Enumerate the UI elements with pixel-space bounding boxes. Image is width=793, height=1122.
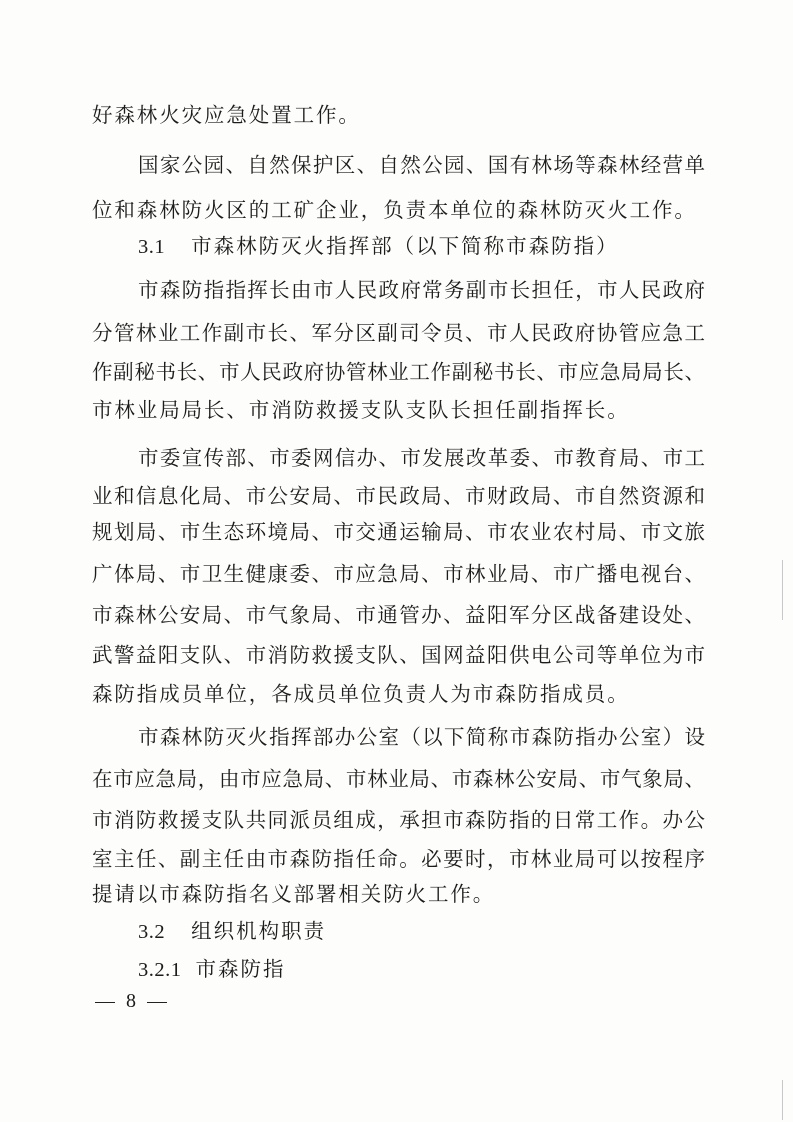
text-line: 市森林公安局、市气象局、市通管办、益阳军分区战备建设处、 (92, 603, 705, 627)
text-line: 市林业局局长、市消防救援支队支队长担任副指挥长。 (92, 398, 630, 422)
heading-text: 组织机构职责 (191, 919, 327, 943)
text-line: 好森林火灾应急处置工作。 (92, 103, 361, 127)
page-number (95, 987, 167, 1015)
section-heading-3-2 (138, 917, 326, 946)
section-heading-3-2-1 (138, 955, 286, 984)
section-heading-3-1 (138, 232, 619, 261)
page-number-dash-right (147, 1002, 167, 1003)
text-line: 业和信息化局、市公安局、市民政局、市财政局、市自然资源和 (92, 484, 705, 508)
page-number-dash-left (95, 1002, 115, 1003)
text-line: 市消防救援支队共同派员组成，承担市森防指的日常工作。办公 (92, 808, 705, 832)
text-line: 提请以市森防指名义部署相关防火工作。 (92, 882, 496, 906)
text-line: 广体局、市卫生健康委、市应急局、市林业局、市广播电视台、 (92, 562, 705, 586)
text-line: 位和森林防火区的工矿企业，负责本单位的森林防灭火工作。 (92, 198, 697, 222)
text-line: 市委宣传部、市委网信办、市发展改革委、市教育局、市工 (138, 446, 705, 470)
text-line: 武警益阳支队、市消防救援支队、国网益阳供电公司等单位为市 (92, 643, 705, 667)
heading-text: 市森林防灭火指挥部（以下简称市森防指） (191, 234, 619, 258)
text-line: 在市应急局，由市应急局、市林业局、市森林公安局、市气象局、 (92, 767, 705, 791)
text-line: 森防指成员单位，各成员单位负责人为市森防指成员。 (92, 682, 630, 706)
heading-number: 3.2.1 (138, 959, 182, 981)
text-line: 规划局、市生态环境局、市交通运输局、市农业农村局、市文旅 (92, 520, 705, 544)
text-line: 市森防指指挥长由市人民政府常务副市长担任，市人民政府 (138, 278, 705, 302)
heading-number: 3.1 (138, 236, 166, 258)
page-number-value: 8 (126, 990, 136, 1012)
text-line: 市森林防灭火指挥部办公室（以下简称市森防指办公室）设 (138, 725, 705, 749)
text-line: 国家公园、自然保护区、自然公园、国有林场等森林经营单 (138, 153, 705, 177)
text-line: 室主任、副主任由市森防指任命。必要时，市林业局可以按程序 (92, 847, 705, 871)
scan-edge-mark (782, 560, 783, 620)
scan-edge-mark (782, 1080, 783, 1120)
heading-text: 市森防指 (195, 957, 286, 981)
text-line: 分管林业工作副市长、军分区副司令员、市人民政府协管应急工 (92, 321, 705, 345)
text-line: 作副秘书长、市人民政府协管林业工作副秘书长、市应急局局长、 (92, 360, 705, 384)
heading-number: 3.2 (138, 921, 166, 943)
